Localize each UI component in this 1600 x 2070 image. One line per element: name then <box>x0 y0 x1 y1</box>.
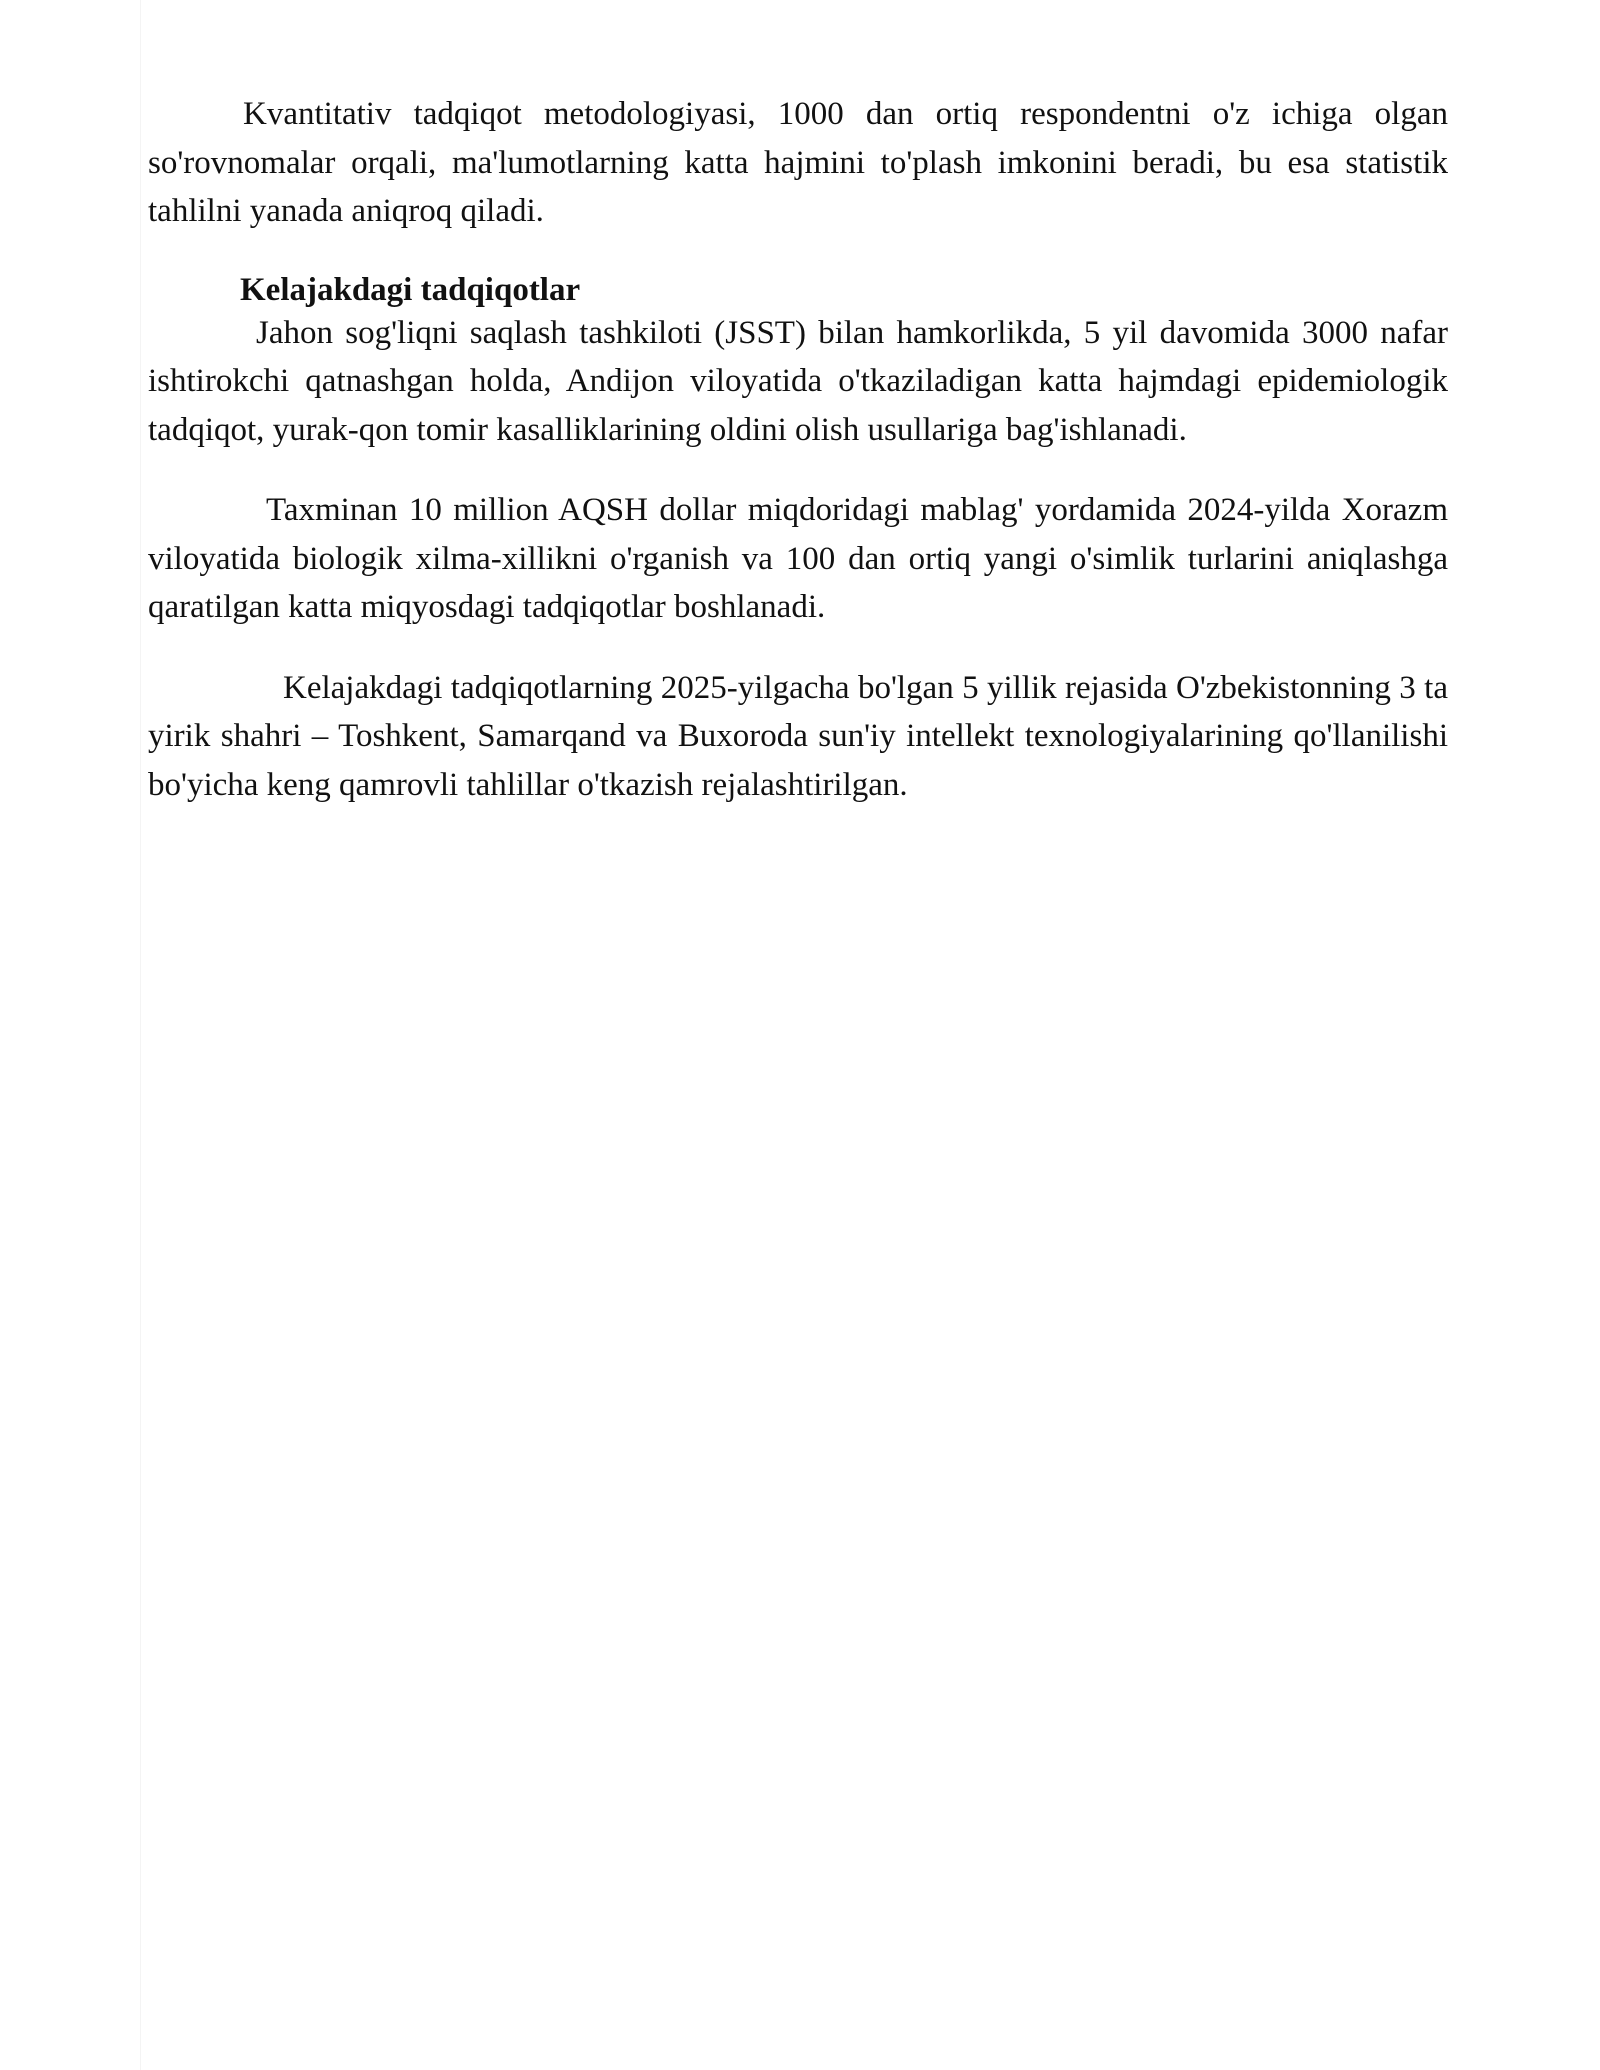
paragraph-quantitative-methodology: Kvantitativ tadqiqot metodologiyasi, 1000 dan ortiq respondentni o'z ichiga olgan so'rovnomalar orqali, ma'lumotlarning katta hajmini to'plash imkonini beradi, bu esa statistik tahlilni yanada aniqroq qiladi. <box>148 96 1448 229</box>
paragraph-who-study: Jahon sog'liqni saqlash tashkiloti (JSST) bilan hamkorlikda, 5 yil davomida 3000 nafar ishtirokchi qatnashgan holda, Andijon viloyatida o'tkaziladigan katta hajmdagi epidemiologik tadqiqot, yurak-qon tomir kasalliklarining oldini olish usullariga bag'ishlanadi. <box>148 314 1448 448</box>
document-body <box>148 90 1448 809</box>
paragraph-ai-plan: Kelajakdagi tadqiqotlarning 2025-yilgacha bo'lgan 5 yillik rejasida O'zbekistonning 3 ta yirik shahri – Toshkent, Samarqand va Buxoroda sun'iy intellekt texnologiyalarining qo'llanilishi bo'yicha keng qamrovli tahlillar o'tkazish rejalashtirilgan. <box>148 669 1448 803</box>
paragraph-biodiversity-study: Taxminan 10 million AQSH dollar miqdoridagi mablag' yordamida 2024-yilda Xorazm viloyatida biologik xilma-xillikni o'rganish va 100 dan ortiq yangi o'simlik turlarini aniqlashga qaratilgan katta miqyosdagi tadqiqotlar boshlanadi. <box>148 492 1448 625</box>
page-edge-line <box>140 0 141 2070</box>
section-heading: Kelajakdagi tadqiqotlar <box>240 271 581 308</box>
